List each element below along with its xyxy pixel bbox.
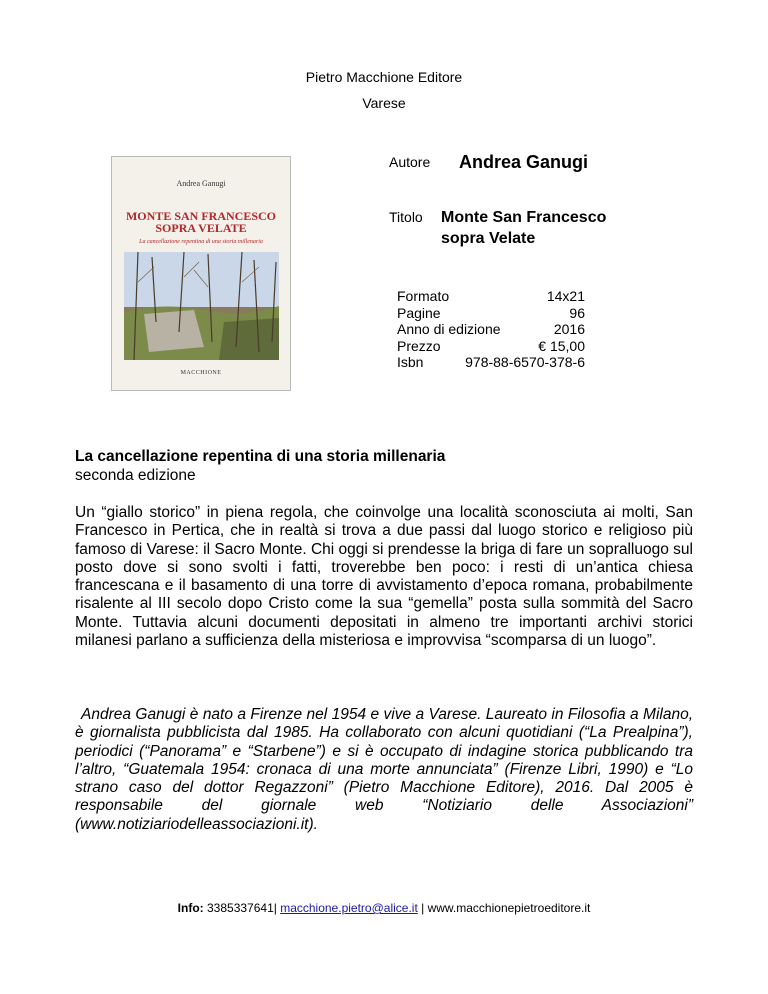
spec-row-formato bbox=[397, 288, 585, 305]
email-link[interactable]: macchione.pietro@alice.it bbox=[280, 901, 418, 915]
phone-number: 3385337641| bbox=[207, 901, 277, 915]
cover-title-line2: SOPRA VELATE bbox=[155, 221, 247, 235]
book-title-line1: Monte San Francesco bbox=[441, 209, 607, 226]
book-cover bbox=[111, 156, 291, 391]
spec-row-anno bbox=[397, 321, 585, 338]
spec-value: € 15,00 bbox=[538, 337, 585, 354]
book-title bbox=[441, 207, 606, 249]
spec-label: Isbn bbox=[397, 354, 424, 370]
author-bio: Andrea Ganugi è nato a Firenze nel 1954 e vive a Varese. Laureato in Filosofia a Milano, è giornalista pubblicista dal 1985. Ha collaborato con alcuni quotidiani (“La Prealpina”), periodici (“Panorama” e “Starbene”) e si è occupato di indagine storica pubblicando tra l’altro, “Guatemala 1954: cronaca di una morte annunciata” (Firenze Libri, 1990) e “Lo strano caso del dottor Regazzoni” (Pietro Macchione Editore), 2016. Dal 2005 è responsabile del giornale web “Notiziario delle Associazioni” (www.notiziariodelleassociazioni.it). bbox=[75, 706, 693, 833]
spec-value: 2016 bbox=[553, 321, 585, 337]
cover-photo bbox=[124, 252, 279, 360]
publisher-name: Pietro Macchione Editore bbox=[305, 69, 463, 85]
spec-label: Anno di edizione bbox=[397, 321, 501, 337]
spec-row-isbn bbox=[397, 354, 585, 371]
author-label: Autore bbox=[389, 154, 431, 170]
edition-note: seconda edizione bbox=[75, 467, 196, 484]
spec-value: 978-88-6570-378-6 bbox=[465, 354, 585, 370]
website-url[interactable]: www.macchionepietroeditore.it bbox=[427, 901, 591, 915]
description-paragraph: Un “giallo storico” in piena regola, che coinvolge una località sconosciuta ai molti, San Francesco in Pertica, che in realtà si trova a due passi dal luogo storico e religioso più famoso di Varese: il Sacro Monte. Chi oggi si prendesse la briga di fare un sopralluogo sul posto dove si sono svolti i fatti, troverebbe ben poco: i resti di un’antica chiesa francescana e il basamento di una torre di avvistamento d’epoca romana, probabilmente risalente al III secolo dopo Cristo come la sua “gemella” posta sulla sommità del Sacro Monte. Tuttavia alcuni documenti depositati in almeno tre importanti archivi storici milanesi parlano a sufficienza della misteriosa e improvvisa “scomparsa di un luogo”. bbox=[75, 504, 693, 650]
author-name: Andrea Ganugi bbox=[459, 152, 589, 172]
spec-value: 96 bbox=[569, 304, 585, 321]
cover-author: Andrea Ganugi bbox=[176, 179, 226, 188]
cover-publisher: MACCHIONE bbox=[180, 370, 222, 376]
cover-title bbox=[112, 210, 290, 234]
book-specs bbox=[397, 288, 585, 371]
info-label: Info: bbox=[177, 901, 204, 915]
spec-label: Formato bbox=[397, 288, 450, 304]
cover-subtitle: La cancellazione repentina di una storia millenaria bbox=[139, 239, 263, 245]
spec-row-pagine bbox=[397, 305, 585, 322]
spec-value: 14x21 bbox=[546, 288, 585, 304]
title-label: Titolo bbox=[389, 209, 423, 225]
spec-label: Pagine bbox=[397, 304, 441, 321]
footer-contact bbox=[0, 901, 768, 915]
spec-label: Prezzo bbox=[397, 337, 441, 354]
publisher-city: Varese bbox=[362, 95, 406, 111]
spec-row-prezzo bbox=[397, 338, 585, 355]
description-heading: La cancellazione repentina di una storia millenaria bbox=[75, 448, 446, 465]
footer-separator: | bbox=[421, 901, 425, 915]
cover-title-line1: MONTE SAN FRANCESCO bbox=[125, 209, 276, 223]
book-title-line2: sopra Velate bbox=[441, 230, 536, 247]
